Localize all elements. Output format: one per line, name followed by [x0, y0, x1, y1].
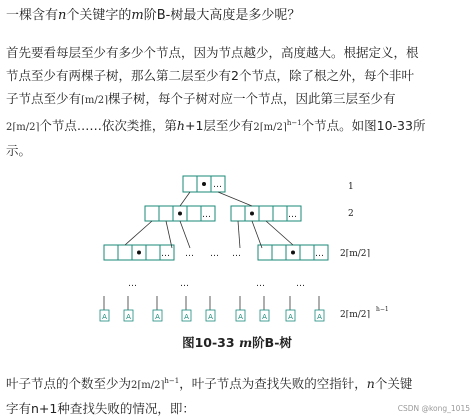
- key-dot: [250, 212, 254, 216]
- paragraph-line: 节点至少有两棵子树，那么第二层至少有2个节点，除了根之外，每个非叶: [6, 68, 414, 83]
- level-label: 2: [348, 209, 354, 219]
- key-dot: [137, 251, 141, 255]
- gap-dots: …: [128, 279, 137, 289]
- var-h: h: [176, 118, 185, 134]
- level-label-sup: h−1: [376, 306, 389, 313]
- var-n: n: [366, 376, 375, 392]
- var-m: m: [131, 8, 144, 23]
- gap-dots: …: [256, 279, 265, 289]
- paragraph-line: 字有n+1种查找失败的情况，即：: [6, 401, 195, 417]
- ceil-formula: ⌈m/2⌉: [12, 122, 40, 134]
- level-label: 2⌈m/2⌉: [340, 249, 371, 259]
- var-n: n: [58, 8, 67, 23]
- leaf-label: A: [288, 313, 293, 321]
- node-ellipsis: …: [288, 210, 297, 220]
- paragraph-line: 2⌈m/2⌉个节点……依次类推，第h+1层至少有2⌈m/2⌉$^{h-1}$个节点。如图10-33所: [6, 118, 426, 134]
- leaf-label: A: [262, 313, 267, 321]
- title-text: 阶B-树最大高度是多少呢？: [143, 8, 301, 23]
- node-ellipsis: …: [315, 249, 324, 259]
- gap-dots: …: [296, 279, 305, 289]
- gap-ellipsis: …: [210, 249, 219, 259]
- ceil-formula: ⌈m/2⌉: [81, 95, 109, 106]
- gap-ellipsis: …: [232, 249, 241, 259]
- ceil-formula: 2⌈m/2⌉: [253, 122, 287, 134]
- figure-caption: 图10-33 m阶B-树: [182, 335, 292, 350]
- title-text: 个关键字的: [66, 8, 132, 23]
- paragraph-line: 首先要看每层至少有多少个节点，因为节点越少，高度越大。根据定义，根: [6, 45, 419, 60]
- leaf-label: A: [317, 313, 322, 321]
- node-ellipsis: …: [202, 210, 211, 220]
- leaf-label: A: [102, 313, 107, 321]
- node-ellipsis: …: [161, 249, 170, 259]
- title-text: 一棵含有: [6, 8, 59, 23]
- level-label: 2⌈m/2⌉: [340, 310, 371, 320]
- leaf-label: A: [208, 313, 213, 321]
- gap-dots: …: [180, 279, 189, 289]
- node-ellipsis: …: [213, 180, 222, 190]
- gap-ellipsis: …: [185, 249, 194, 259]
- level-label: 1: [348, 182, 354, 192]
- leaf-label: A: [184, 313, 189, 321]
- leaf-label: A: [238, 313, 243, 321]
- key-dot: [178, 212, 182, 216]
- paragraph-line: 示。: [6, 143, 32, 159]
- leaf-label: A: [155, 313, 160, 321]
- ceil-formula: 2⌈m/2⌉: [131, 380, 165, 392]
- leaf-label: A: [126, 313, 131, 321]
- paragraph-line: 叶子节点的个数至少为2⌈m/2⌉$^{h-1}$，叶子节点为查找失败的空指针，n个关键: [6, 376, 413, 392]
- key-dot: [202, 182, 206, 186]
- key-dot: [291, 251, 295, 255]
- watermark: CSDN @kong_1015: [397, 404, 470, 413]
- paragraph-line: 子节点至少有⌈m/2⌉棵子树，每个子树对应一个节点，因此第三层至少有: [6, 91, 396, 106]
